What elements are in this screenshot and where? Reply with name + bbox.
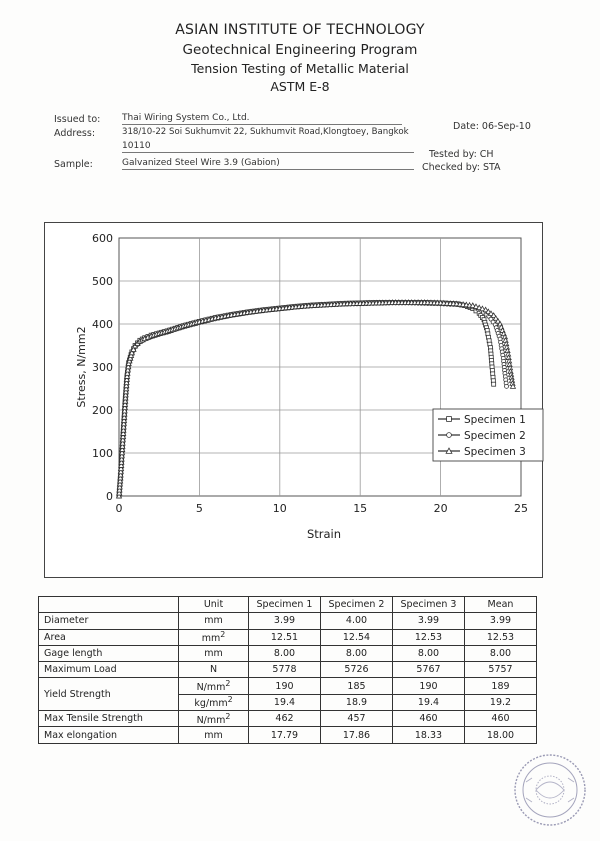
- header-cell: Mean: [465, 597, 537, 613]
- checked-by: Checked by: STA: [422, 162, 501, 173]
- address-value-line1: 318/10-22 Soi Sukhumvit 22, Sukhumvit Road,Klongtoey, Bangkok: [122, 127, 409, 137]
- value-cell: 17.86: [321, 727, 393, 743]
- test-name: Tension Testing of Metallic Material: [191, 61, 409, 76]
- table-row: [39, 629, 537, 645]
- value-cell: 190: [393, 678, 465, 694]
- table-row: [39, 678, 537, 694]
- unit-base: kg/mm: [194, 698, 228, 710]
- legend-label: Specimen 2: [464, 430, 526, 442]
- value-cell: 5726: [321, 662, 393, 678]
- value-cell: 12.51: [249, 629, 321, 645]
- unit-cell: [179, 694, 249, 710]
- y-tick-label: 300: [92, 361, 113, 374]
- data-point: [492, 382, 496, 386]
- y-tick-label: 400: [92, 318, 113, 331]
- unit-cell: mm: [179, 645, 249, 661]
- value-cell: 19.4: [393, 694, 465, 710]
- table-row: [39, 711, 537, 727]
- legend-label: Specimen 3: [464, 446, 526, 458]
- table-header-row: [39, 597, 537, 613]
- property-cell: Diameter: [39, 613, 179, 629]
- unit-superscript: 2: [220, 630, 226, 640]
- y-tick-label: 500: [92, 275, 113, 288]
- legend-marker: [447, 417, 452, 422]
- property-cell: Maximum Load: [39, 662, 179, 678]
- unit-cell: mm: [179, 727, 249, 743]
- value-cell: 8.00: [249, 645, 321, 661]
- mean-cell: 8.00: [465, 645, 537, 661]
- y-tick-label: 600: [92, 232, 113, 245]
- property-cell: Max elongation: [39, 727, 179, 743]
- chart-svg: [45, 223, 544, 579]
- mean-cell: 189: [465, 678, 537, 694]
- unit-base: N/mm: [196, 682, 226, 694]
- mean-cell: 19.2: [465, 694, 537, 710]
- mean-cell: 460: [465, 711, 537, 727]
- issued-to-label: Issued to:: [54, 114, 101, 125]
- value-cell: 18.9: [321, 694, 393, 710]
- value-cell: 190: [249, 678, 321, 694]
- report-date: Date: 06-Sep-10: [453, 121, 531, 132]
- header-cell: Specimen 3: [393, 597, 465, 613]
- unit-superscript: 2: [225, 711, 231, 721]
- value-cell: 5778: [249, 662, 321, 678]
- legend-marker: [447, 433, 452, 438]
- mean-cell: 18.00: [465, 727, 537, 743]
- value-cell: 17.79: [249, 727, 321, 743]
- institute-name: ASIAN INSTITUTE OF TECHNOLOGY: [175, 22, 425, 38]
- value-cell: 18.33: [393, 727, 465, 743]
- y-axis-label: Stress, N/mm2: [75, 326, 88, 408]
- table-row: [39, 727, 537, 743]
- x-tick-label: 10: [272, 502, 287, 515]
- x-tick-label: 15: [353, 502, 368, 515]
- value-cell: 19.4: [249, 694, 321, 710]
- property-cell: Max Tensile Strength: [39, 711, 179, 727]
- unit-superscript: 2: [227, 695, 233, 705]
- value-cell: 460: [393, 711, 465, 727]
- value-cell: 12.54: [321, 629, 393, 645]
- address-value-line2: 10110: [122, 141, 414, 153]
- unit-cell: [179, 711, 249, 727]
- x-tick-label: 0: [115, 502, 123, 515]
- value-cell: 4.00: [321, 613, 393, 629]
- value-cell: 12.53: [393, 629, 465, 645]
- sample-value: Galvanized Steel Wire 3.9 (Gabion): [122, 158, 414, 170]
- property-cell: Gage length: [39, 645, 179, 661]
- tested-by: Tested by: CH: [429, 149, 494, 160]
- property-cell: Area: [39, 629, 179, 645]
- header-cell: Specimen 1: [249, 597, 321, 613]
- standard-name: ASTM E-8: [270, 79, 330, 94]
- property-cell: Yield Strength: [39, 678, 179, 711]
- unit-cell: N: [179, 662, 249, 678]
- value-cell: 5767: [393, 662, 465, 678]
- value-cell: 457: [321, 711, 393, 727]
- y-tick-label: 0: [106, 490, 113, 503]
- unit-cell: [179, 629, 249, 645]
- table-row: [39, 645, 537, 661]
- stress-strain-chart: [44, 222, 543, 578]
- mean-cell: 3.99: [465, 613, 537, 629]
- x-tick-label: 20: [433, 502, 448, 515]
- unit-superscript: 2: [225, 679, 231, 689]
- unit-base: N/mm: [196, 714, 226, 726]
- properties-table: [38, 596, 537, 744]
- unit-cell: [179, 678, 249, 694]
- y-tick-label: 100: [92, 447, 113, 460]
- address-label: Address:: [54, 128, 96, 139]
- institute-seal-stamp-icon: [512, 752, 588, 828]
- table-row: [39, 662, 537, 678]
- unit-base: mm: [201, 633, 221, 645]
- value-cell: 3.99: [393, 613, 465, 629]
- value-cell: 462: [249, 711, 321, 727]
- x-tick-label: 5: [195, 502, 203, 515]
- mean-cell: 12.53: [465, 629, 537, 645]
- header-cell: Specimen 2: [321, 597, 393, 613]
- table-row: [39, 613, 537, 629]
- unit-cell: mm: [179, 613, 249, 629]
- value-cell: 185: [321, 678, 393, 694]
- data-point: [505, 384, 509, 388]
- program-name: Geotechnical Engineering Program: [182, 42, 418, 58]
- value-cell: 3.99: [249, 613, 321, 629]
- x-axis-label: Strain: [306, 527, 342, 541]
- value-cell: 8.00: [393, 645, 465, 661]
- sample-label: Sample:: [54, 159, 93, 170]
- issued-to-value: Thai Wiring System Co., Ltd.: [122, 113, 402, 125]
- x-tick-label: 25: [514, 502, 528, 515]
- header-cell: [39, 597, 179, 613]
- legend-label: Specimen 1: [464, 414, 526, 426]
- value-cell: 8.00: [321, 645, 393, 661]
- header-cell: Unit: [179, 597, 249, 613]
- mean-cell: 5757: [465, 662, 537, 678]
- y-tick-label: 200: [92, 404, 113, 417]
